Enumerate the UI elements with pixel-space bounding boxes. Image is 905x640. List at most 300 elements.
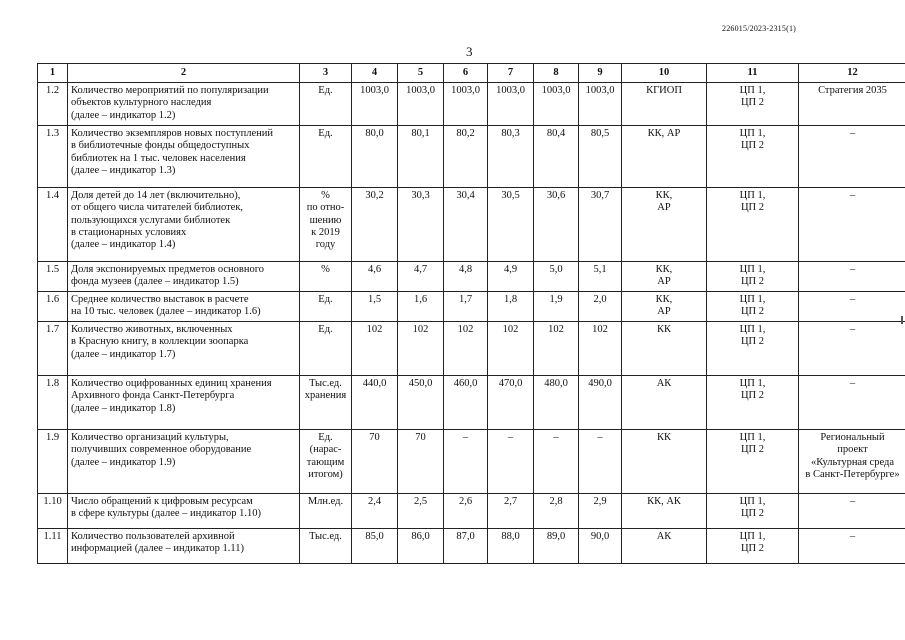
responsible-cell-line: КК, bbox=[655, 264, 673, 275]
header-cell: 10 bbox=[622, 64, 707, 83]
unit-cell bbox=[300, 494, 352, 529]
program-cell bbox=[707, 292, 799, 322]
value-cell bbox=[398, 83, 444, 126]
indicator-name bbox=[68, 188, 300, 262]
value-cell bbox=[579, 262, 622, 292]
strategy-cell bbox=[799, 494, 905, 529]
value-cell bbox=[534, 126, 579, 188]
unit-cell-line: итогом) bbox=[308, 468, 343, 480]
program-cell-line: ЦП 2 bbox=[740, 140, 765, 152]
value-cell bbox=[579, 430, 622, 494]
unit-cell-line: % bbox=[321, 190, 330, 201]
value-cell bbox=[352, 376, 398, 430]
value-cell bbox=[398, 292, 444, 322]
value-cell bbox=[488, 430, 534, 494]
value-cell-line: 4,8 bbox=[458, 264, 473, 275]
indicator-number bbox=[38, 430, 68, 494]
strategy-cell-line: Региональный bbox=[820, 432, 885, 443]
program-cell bbox=[707, 376, 799, 430]
value-cell bbox=[534, 188, 579, 262]
indicator-number-line: 1.3 bbox=[45, 128, 60, 139]
value-cell-line: 2,7 bbox=[503, 496, 518, 507]
unit-cell-line: к 2019 bbox=[311, 226, 340, 238]
value-cell bbox=[579, 322, 622, 376]
indicator-number bbox=[38, 262, 68, 292]
value-cell bbox=[444, 262, 488, 292]
value-cell bbox=[488, 188, 534, 262]
unit-cell-line: Ед. bbox=[318, 432, 333, 443]
value-cell-line: 80,3 bbox=[501, 128, 520, 139]
program-cell bbox=[707, 83, 799, 126]
unit-cell-line: хранения bbox=[304, 390, 347, 402]
indicator-name-line: фонда музеев (далее – индикатор 1.5) bbox=[71, 276, 239, 288]
value-cell bbox=[444, 126, 488, 188]
program-cell-line: ЦП 2 bbox=[740, 336, 765, 348]
header-cell: 11 bbox=[707, 64, 799, 83]
table-row bbox=[38, 292, 905, 322]
program-cell-line: ЦП 1, bbox=[739, 294, 766, 305]
program-cell-line: ЦП 2 bbox=[740, 444, 765, 456]
value-cell-line: 1003,0 bbox=[406, 85, 435, 96]
indicator-name-line: Архивного фонда Санкт-Петербурга bbox=[71, 390, 235, 402]
unit-cell-line: году bbox=[315, 239, 336, 251]
strategy-cell bbox=[799, 262, 905, 292]
program-cell-line: ЦП 1, bbox=[739, 128, 766, 139]
strategy-cell bbox=[799, 322, 905, 376]
value-cell-line: 460,0 bbox=[453, 378, 478, 389]
unit-cell bbox=[300, 126, 352, 188]
indicator-name-line: информацией (далее – индикатор 1.11) bbox=[71, 543, 244, 555]
header-cell: 2 bbox=[68, 64, 300, 83]
value-cell-line: – bbox=[507, 432, 514, 443]
indicator-name-line: Доля экспонируемых предметов основного bbox=[71, 264, 265, 275]
value-cell bbox=[534, 376, 579, 430]
unit-cell bbox=[300, 322, 352, 376]
program-cell bbox=[707, 494, 799, 529]
value-cell-line: 1,9 bbox=[549, 294, 563, 305]
responsible-cell-line: КК, bbox=[655, 190, 673, 201]
responsible-cell-line: АР bbox=[657, 202, 671, 214]
strategy-cell bbox=[799, 529, 905, 564]
responsible-cell-line: АК bbox=[656, 378, 672, 389]
value-cell bbox=[579, 188, 622, 262]
program-cell-line: ЦП 1, bbox=[739, 85, 766, 96]
indicator-name bbox=[68, 322, 300, 376]
value-cell-line: 102 bbox=[502, 324, 519, 335]
indicator-number-line: 1.7 bbox=[45, 324, 60, 335]
value-cell-line: 2,6 bbox=[458, 496, 473, 507]
value-cell-line: 1,8 bbox=[503, 294, 518, 305]
value-cell-line: 86,0 bbox=[411, 531, 430, 542]
strategy-cell-line: – bbox=[849, 324, 856, 335]
program-cell bbox=[707, 430, 799, 494]
value-cell bbox=[579, 126, 622, 188]
header-cell: 5 bbox=[398, 64, 444, 83]
indicator-name-line: от общего числа читателей библиотек, bbox=[71, 202, 244, 214]
indicator-name-line: (далее – индикатор 1.8) bbox=[71, 402, 176, 414]
value-cell bbox=[444, 83, 488, 126]
value-cell bbox=[488, 322, 534, 376]
table-row bbox=[38, 322, 905, 376]
value-cell bbox=[488, 529, 534, 564]
page-number: 3 bbox=[466, 44, 473, 59]
value-cell-line: 1,7 bbox=[458, 294, 473, 305]
program-cell bbox=[707, 529, 799, 564]
value-cell-line: 80,2 bbox=[456, 128, 475, 139]
indicator-name bbox=[68, 292, 300, 322]
indicator-name-line: получивших современное оборудование bbox=[71, 444, 252, 456]
value-cell-line: 102 bbox=[548, 324, 564, 335]
value-cell-line: 2,8 bbox=[549, 496, 563, 507]
strategy-cell-line: – bbox=[849, 294, 856, 305]
responsible-cell-line: КК bbox=[656, 432, 671, 443]
program-cell-line: ЦП 2 bbox=[740, 306, 765, 318]
strategy-cell bbox=[799, 126, 905, 188]
strategy-cell-line: проект bbox=[837, 444, 868, 456]
value-cell bbox=[534, 494, 579, 529]
indicator-name-line: библиотек на 1 тыс. человек населения bbox=[71, 152, 246, 164]
indicator-number-line: 1.5 bbox=[45, 264, 60, 275]
program-cell-line: ЦП 2 bbox=[740, 276, 765, 288]
indicator-name-line: Количество пользователей архивной bbox=[71, 531, 235, 542]
table-row bbox=[38, 529, 905, 564]
value-cell-line: 1,6 bbox=[413, 294, 428, 305]
unit-cell bbox=[300, 292, 352, 322]
indicator-name-line: Количество мероприятий по популяризации bbox=[71, 85, 269, 96]
value-cell-line: 30,4 bbox=[456, 190, 475, 201]
indicator-name-line: в стационарных условиях bbox=[71, 226, 187, 238]
value-cell-line: 4,6 bbox=[367, 264, 382, 275]
strategy-cell-line: в Санкт-Петербурге» bbox=[805, 468, 900, 480]
value-cell bbox=[488, 83, 534, 126]
indicator-name bbox=[68, 83, 300, 126]
value-cell-line: 1003,0 bbox=[496, 85, 525, 96]
value-cell bbox=[352, 292, 398, 322]
value-cell bbox=[352, 126, 398, 188]
value-cell bbox=[398, 126, 444, 188]
value-cell-line: 30,3 bbox=[411, 190, 430, 201]
value-cell bbox=[579, 376, 622, 430]
program-cell bbox=[707, 126, 799, 188]
responsible-cell-line: КК, АК bbox=[647, 496, 681, 507]
responsible-cell bbox=[622, 529, 707, 564]
indicator-name bbox=[68, 126, 300, 188]
value-cell-line: 470,0 bbox=[498, 378, 523, 389]
value-cell-line: 80,0 bbox=[365, 128, 384, 139]
strategy-cell-line: – bbox=[849, 378, 856, 389]
responsible-cell-line: КК bbox=[656, 324, 671, 335]
value-cell bbox=[444, 529, 488, 564]
responsible-cell-line: КГИОП bbox=[646, 85, 682, 96]
program-cell-line: ЦП 2 bbox=[740, 97, 765, 109]
program-cell bbox=[707, 262, 799, 292]
value-cell-line: 5,1 bbox=[593, 264, 607, 275]
program-cell-line: ЦП 1, bbox=[739, 432, 766, 443]
responsible-cell bbox=[622, 430, 707, 494]
program-cell bbox=[707, 188, 799, 262]
indicator-name-line: (далее – индикатор 1.9) bbox=[71, 456, 176, 468]
value-cell-line: 88,0 bbox=[501, 531, 520, 542]
indicator-name bbox=[68, 430, 300, 494]
strategy-cell-line: «Культурная среда bbox=[810, 456, 894, 468]
value-cell-line: 87,0 bbox=[456, 531, 475, 542]
responsible-cell bbox=[622, 83, 707, 126]
unit-cell bbox=[300, 529, 352, 564]
value-cell bbox=[398, 262, 444, 292]
value-cell bbox=[352, 188, 398, 262]
indicator-name-line: пользующихся услугами библиотек bbox=[71, 214, 231, 226]
indicator-number bbox=[38, 126, 68, 188]
unit-cell-line: % bbox=[321, 264, 330, 275]
indicator-name-line: (далее – индикатор 1.2) bbox=[71, 109, 176, 121]
table-row bbox=[38, 262, 905, 292]
value-cell bbox=[534, 262, 579, 292]
page-edge-mark bbox=[901, 316, 903, 324]
value-cell-line: 102 bbox=[592, 324, 608, 335]
header-cell: 12 bbox=[799, 64, 905, 83]
responsible-cell bbox=[622, 322, 707, 376]
responsible-cell bbox=[622, 188, 707, 262]
value-cell bbox=[488, 376, 534, 430]
value-cell bbox=[352, 83, 398, 126]
value-cell-line: 1003,0 bbox=[585, 85, 615, 96]
table-header-row bbox=[38, 64, 905, 83]
indicator-number bbox=[38, 188, 68, 262]
unit-cell-line: Ед. bbox=[318, 85, 333, 96]
value-cell bbox=[444, 430, 488, 494]
indicator-name-line: (далее – индикатор 1.3) bbox=[71, 164, 176, 176]
table-row bbox=[38, 188, 905, 262]
indicator-name-line: Число обращений к цифровым ресурсам bbox=[71, 496, 253, 507]
value-cell bbox=[534, 529, 579, 564]
value-cell-line: 1,5 bbox=[367, 294, 382, 305]
unit-cell bbox=[300, 83, 352, 126]
indicator-name-line: в сфере культуры (далее – индикатор 1.10) bbox=[71, 508, 261, 520]
program-cell-line: ЦП 2 bbox=[740, 508, 765, 520]
value-cell-line: 30,2 bbox=[365, 190, 384, 201]
strategy-cell-line: – bbox=[849, 128, 856, 139]
indicator-name bbox=[68, 376, 300, 430]
strategy-cell-line: – bbox=[849, 496, 856, 507]
unit-cell-line: Млн.ед. bbox=[307, 496, 344, 507]
value-cell bbox=[579, 494, 622, 529]
value-cell-line: 4,9 bbox=[503, 264, 518, 275]
unit-cell-line: по отно- bbox=[306, 202, 345, 214]
value-cell-line: 450,0 bbox=[408, 378, 433, 389]
responsible-cell bbox=[622, 494, 707, 529]
indicator-name-line: Доля детей до 14 лет (включительно), bbox=[71, 190, 241, 201]
unit-cell-line: Ед. bbox=[318, 128, 333, 139]
indicator-number-line: 1.11 bbox=[43, 531, 62, 542]
indicator-name-line: (далее – индикатор 1.4) bbox=[71, 239, 176, 251]
indicator-number-line: 1.9 bbox=[45, 432, 60, 443]
value-cell bbox=[534, 83, 579, 126]
indicator-name-line: (далее – индикатор 1.7) bbox=[71, 348, 176, 360]
value-cell-line: 30,5 bbox=[501, 190, 520, 201]
table-row bbox=[38, 83, 905, 126]
value-cell-line: 90,0 bbox=[590, 531, 610, 542]
strategy-cell-line: – bbox=[849, 190, 856, 201]
strategy-cell bbox=[799, 430, 905, 494]
indicator-name-line: в Красную книгу, в коллекции зоопарка bbox=[71, 336, 249, 348]
unit-cell-line: тающим bbox=[306, 456, 345, 468]
value-cell-line: 70 bbox=[369, 432, 380, 443]
value-cell-line: 2,9 bbox=[593, 496, 607, 507]
unit-cell bbox=[300, 262, 352, 292]
table-row bbox=[38, 430, 905, 494]
value-cell-line: 490,0 bbox=[588, 378, 612, 389]
value-cell-line: 480,0 bbox=[544, 378, 568, 389]
indicator-number bbox=[38, 83, 68, 126]
value-cell bbox=[352, 322, 398, 376]
value-cell-line: 2,5 bbox=[413, 496, 428, 507]
value-cell-line: – bbox=[597, 432, 603, 443]
value-cell-line: 89,0 bbox=[546, 531, 566, 542]
value-cell bbox=[398, 494, 444, 529]
value-cell bbox=[444, 376, 488, 430]
indicator-number bbox=[38, 494, 68, 529]
value-cell bbox=[488, 262, 534, 292]
strategy-cell bbox=[799, 292, 905, 322]
value-cell bbox=[398, 376, 444, 430]
responsible-cell-line: АР bbox=[657, 306, 671, 318]
value-cell bbox=[534, 322, 579, 376]
responsible-cell bbox=[622, 262, 707, 292]
program-cell-line: ЦП 1, bbox=[739, 496, 766, 507]
indicators-table bbox=[37, 63, 905, 564]
value-cell bbox=[352, 262, 398, 292]
indicator-number bbox=[38, 376, 68, 430]
value-cell-line: 1003,0 bbox=[360, 85, 389, 96]
indicator-number-line: 1.2 bbox=[45, 85, 60, 96]
table-row bbox=[38, 376, 905, 430]
program-cell-line: ЦП 2 bbox=[740, 202, 765, 214]
responsible-cell bbox=[622, 292, 707, 322]
value-cell-line: 30,7 bbox=[590, 190, 610, 201]
indicator-name bbox=[68, 494, 300, 529]
header-cell: 3 bbox=[300, 64, 352, 83]
value-cell bbox=[352, 430, 398, 494]
header-cell: 6 bbox=[444, 64, 488, 83]
unit-cell-line: шению bbox=[309, 214, 342, 226]
value-cell bbox=[488, 292, 534, 322]
value-cell bbox=[444, 494, 488, 529]
program-cell-line: ЦП 1, bbox=[739, 324, 766, 335]
value-cell-line: – bbox=[462, 432, 469, 443]
unit-cell-line: Ед. bbox=[318, 294, 333, 305]
value-cell bbox=[352, 529, 398, 564]
indicator-number-line: 1.10 bbox=[43, 496, 62, 507]
program-cell-line: ЦП 2 bbox=[740, 390, 765, 402]
document-number: 226015/2023-2315(1) bbox=[722, 24, 797, 33]
indicator-name-line: Количество экземпляров новых поступлений bbox=[71, 128, 273, 139]
header-cell: 9 bbox=[579, 64, 622, 83]
value-cell bbox=[579, 83, 622, 126]
value-cell-line: 102 bbox=[457, 324, 474, 335]
value-cell bbox=[352, 494, 398, 529]
responsible-cell-line: АК bbox=[656, 531, 672, 542]
unit-cell bbox=[300, 430, 352, 494]
value-cell bbox=[534, 430, 579, 494]
value-cell-line: 440,0 bbox=[362, 378, 387, 389]
indicator-number bbox=[38, 322, 68, 376]
value-cell-line: 5,0 bbox=[549, 264, 563, 275]
indicator-number-line: 1.8 bbox=[45, 378, 60, 389]
value-cell bbox=[398, 188, 444, 262]
indicator-name bbox=[68, 529, 300, 564]
value-cell-line: 102 bbox=[412, 324, 429, 335]
unit-cell bbox=[300, 188, 352, 262]
header-cell: 1 bbox=[38, 64, 68, 83]
indicator-name-line: объектов культурного наследия bbox=[71, 97, 212, 109]
program-cell-line: ЦП 1, bbox=[739, 264, 766, 275]
table-row bbox=[38, 494, 905, 529]
value-cell bbox=[444, 188, 488, 262]
indicator-name-line: Среднее количество выставок в расчете bbox=[71, 294, 249, 305]
value-cell bbox=[579, 292, 622, 322]
value-cell-line: 2,4 bbox=[367, 496, 382, 507]
value-cell-line: 80,4 bbox=[546, 128, 566, 139]
value-cell-line: 1003,0 bbox=[451, 85, 480, 96]
value-cell-line: 80,1 bbox=[411, 128, 430, 139]
header-cell: 8 bbox=[534, 64, 579, 83]
program-cell-line: ЦП 1, bbox=[739, 378, 766, 389]
indicator-number-line: 1.6 bbox=[45, 294, 60, 305]
responsible-cell-line: АР bbox=[657, 276, 671, 288]
value-cell-line: 30,6 bbox=[546, 190, 566, 201]
value-cell-line: 70 bbox=[415, 432, 426, 443]
indicator-name-line: Количество организаций культуры, bbox=[71, 432, 229, 443]
unit-cell bbox=[300, 376, 352, 430]
indicator-name bbox=[68, 262, 300, 292]
strategy-cell-line: – bbox=[849, 264, 856, 275]
value-cell bbox=[398, 322, 444, 376]
value-cell bbox=[579, 529, 622, 564]
strategy-cell bbox=[799, 83, 905, 126]
value-cell bbox=[444, 292, 488, 322]
value-cell bbox=[444, 322, 488, 376]
table-row bbox=[38, 126, 905, 188]
header-cell: 4 bbox=[352, 64, 398, 83]
strategy-cell bbox=[799, 188, 905, 262]
indicator-number bbox=[38, 529, 68, 564]
value-cell-line: 85,0 bbox=[365, 531, 384, 542]
value-cell bbox=[534, 292, 579, 322]
value-cell-line: 4,7 bbox=[413, 264, 428, 275]
indicator-name-line: на 10 тыс. человек (далее – индикатор 1.6) bbox=[71, 306, 261, 318]
indicator-number-line: 1.4 bbox=[45, 190, 60, 201]
header-cell: 7 bbox=[488, 64, 534, 83]
value-cell bbox=[398, 430, 444, 494]
unit-cell-line: Тыс.ед. bbox=[309, 378, 342, 389]
value-cell bbox=[398, 529, 444, 564]
program-cell bbox=[707, 322, 799, 376]
value-cell-line: – bbox=[553, 432, 559, 443]
program-cell-line: ЦП 2 bbox=[740, 543, 765, 555]
value-cell bbox=[488, 126, 534, 188]
value-cell-line: 102 bbox=[366, 324, 383, 335]
unit-cell-line: Ед. bbox=[318, 324, 333, 335]
unit-cell-line: (нарас- bbox=[309, 444, 342, 456]
unit-cell-line: Тыс.ед. bbox=[309, 531, 342, 542]
value-cell-line: 1003,0 bbox=[541, 85, 571, 96]
strategy-cell-line: Стратегия 2035 bbox=[818, 85, 887, 96]
value-cell bbox=[488, 494, 534, 529]
value-cell-line: 2,0 bbox=[593, 294, 607, 305]
strategy-cell bbox=[799, 376, 905, 430]
indicator-name-line: в библиотечные фонды общедоступных bbox=[71, 140, 250, 152]
program-cell-line: ЦП 1, bbox=[739, 531, 766, 542]
